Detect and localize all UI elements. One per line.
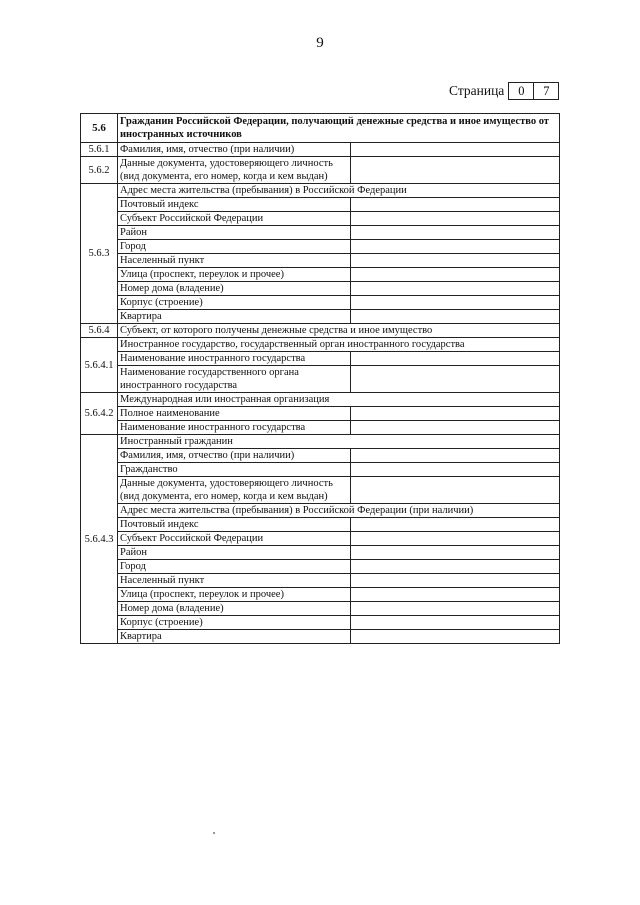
field-value[interactable] [351, 366, 560, 393]
field-label: Корпус (строение) [118, 616, 351, 630]
form-row [81, 212, 560, 226]
form-row [81, 449, 560, 463]
page-number: 9 [316, 35, 324, 51]
form-row [81, 240, 560, 254]
field-value[interactable] [351, 518, 560, 532]
form-row [81, 616, 560, 630]
field-label: Почтовый индекс [118, 198, 351, 212]
field-value[interactable] [351, 157, 560, 184]
field-value[interactable] [351, 630, 560, 644]
form-row [81, 574, 560, 588]
field-label: Номер дома (владение) [118, 282, 351, 296]
section-code: 5.6 [81, 114, 118, 143]
field-label: Номер дома (владение) [118, 602, 351, 616]
scan-speck [213, 832, 215, 834]
form-row [81, 477, 560, 504]
form-row [81, 546, 560, 560]
page-indicator [449, 82, 559, 100]
field-label: Улица (проспект, переулок и прочее) [118, 588, 351, 602]
field-label: Субъект Российской Федерации [118, 212, 351, 226]
form-row [81, 226, 560, 240]
form-row [81, 282, 560, 296]
section-title: Гражданин Российской Федерации, получающий денежные средства и иное имущество от иностранных источников [118, 114, 560, 143]
field-value[interactable] [351, 310, 560, 324]
section-code: 5.6.1 [81, 143, 118, 157]
form-row [81, 157, 560, 184]
page-digit-2[interactable]: 7 [533, 82, 559, 100]
section-code: 5.6.4.3 [81, 435, 118, 644]
group-heading: Адрес места жительства (пребывания) в Российской Федерации (при наличии) [118, 504, 560, 518]
field-value[interactable] [351, 546, 560, 560]
form-row [81, 338, 560, 352]
field-label: Квартира [118, 310, 351, 324]
field-label: Район [118, 546, 351, 560]
field-value[interactable] [351, 616, 560, 630]
field-value[interactable] [351, 602, 560, 616]
form-row [81, 310, 560, 324]
field-label: Фамилия, имя, отчество (при наличии) [118, 449, 351, 463]
form-row [81, 324, 560, 338]
field-value[interactable] [351, 268, 560, 282]
field-value[interactable] [351, 198, 560, 212]
section-code: 5.6.4.1 [81, 338, 118, 393]
form-row [81, 114, 560, 143]
form-row [81, 560, 560, 574]
form-row [81, 296, 560, 310]
field-label: Город [118, 560, 351, 574]
form-row [81, 602, 560, 616]
form-row [81, 504, 560, 518]
field-label: Город [118, 240, 351, 254]
field-value[interactable] [351, 226, 560, 240]
field-label: Данные документа, удостоверяющего личность (вид документа, его номер, когда и кем выдан) [118, 157, 351, 184]
form-row [81, 407, 560, 421]
group-heading: Субъект, от которого получены денежные средства и иное имущество [118, 324, 560, 338]
field-value[interactable] [351, 296, 560, 310]
field-value[interactable] [351, 143, 560, 157]
field-label: Субъект Российской Федерации [118, 532, 351, 546]
form-row [81, 588, 560, 602]
group-heading: Иностранное государство, государственный орган иностранного государства [118, 338, 560, 352]
group-heading: Адрес места жительства (пребывания) в Российской Федерации [118, 184, 560, 198]
field-label: Гражданство [118, 463, 351, 477]
form-row [81, 393, 560, 407]
section-code: 5.6.4.2 [81, 393, 118, 435]
field-value[interactable] [351, 212, 560, 226]
field-label: Полное наименование [118, 407, 351, 421]
field-value[interactable] [351, 463, 560, 477]
field-value[interactable] [351, 532, 560, 546]
field-value[interactable] [351, 477, 560, 504]
field-value[interactable] [351, 282, 560, 296]
form-row [81, 518, 560, 532]
group-heading: Международная или иностранная организация [118, 393, 560, 407]
field-label: Населенный пункт [118, 254, 351, 268]
form-row [81, 143, 560, 157]
field-label: Фамилия, имя, отчество (при наличии) [118, 143, 351, 157]
field-value[interactable] [351, 352, 560, 366]
field-label: Квартира [118, 630, 351, 644]
field-label: Наименование иностранного государства [118, 421, 351, 435]
field-value[interactable] [351, 560, 560, 574]
field-label: Улица (проспект, переулок и прочее) [118, 268, 351, 282]
field-value[interactable] [351, 240, 560, 254]
field-label: Почтовый индекс [118, 518, 351, 532]
field-value[interactable] [351, 588, 560, 602]
group-heading: Иностранный гражданин [118, 435, 560, 449]
field-value[interactable] [351, 407, 560, 421]
page-indicator-label: Страница [449, 83, 505, 98]
form-row [81, 254, 560, 268]
field-label: Населенный пункт [118, 574, 351, 588]
section-code: 5.6.4 [81, 324, 118, 338]
form-row [81, 184, 560, 198]
form-row [81, 268, 560, 282]
form-row [81, 630, 560, 644]
form-row [81, 435, 560, 449]
page-digit-1[interactable]: 0 [508, 82, 534, 100]
form-row [81, 366, 560, 393]
section-code: 5.6.3 [81, 184, 118, 324]
form-row [81, 532, 560, 546]
field-label: Данные документа, удостоверяющего личность (вид документа, его номер, когда и кем выдан) [118, 477, 351, 504]
field-label: Корпус (строение) [118, 296, 351, 310]
form-row [81, 421, 560, 435]
field-label: Район [118, 226, 351, 240]
section-code: 5.6.2 [81, 157, 118, 184]
form-row [81, 463, 560, 477]
field-label: Наименование иностранного государства [118, 352, 351, 366]
field-label: Наименование государственного органа иностранного государства [118, 366, 351, 393]
field-value[interactable] [351, 449, 560, 463]
form-table [80, 113, 560, 644]
field-value[interactable] [351, 574, 560, 588]
form-row [81, 352, 560, 366]
form-row [81, 198, 560, 212]
field-value[interactable] [351, 421, 560, 435]
field-value[interactable] [351, 254, 560, 268]
